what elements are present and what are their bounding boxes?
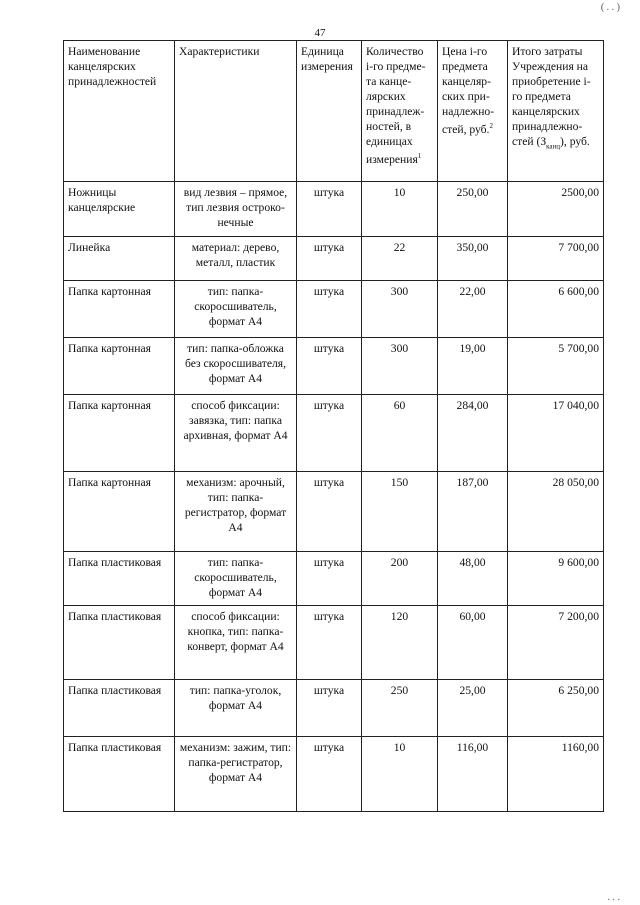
cell-characteristics: материал: дерево, металл, пластик (175, 237, 297, 281)
cell-total: 9 600,00 (508, 552, 604, 606)
cell-quantity: 10 (362, 737, 438, 812)
cell-quantity: 300 (362, 281, 438, 338)
header-price (438, 41, 508, 182)
table-row (64, 338, 604, 395)
cell-unit: штука (297, 737, 362, 812)
cell-unit: штука (297, 338, 362, 395)
cell-price: 187,00 (438, 472, 508, 552)
table-row (64, 472, 604, 552)
corner-mark-top: ( . . ) (600, 2, 620, 13)
cell-unit: штука (297, 281, 362, 338)
cell-characteristics: вид лезвия – прямое, тип лезвия остроко-нечные (175, 182, 297, 237)
table-row (64, 281, 604, 338)
cell-price: 250,00 (438, 182, 508, 237)
cell-characteristics: тип: папка-уголок, формат А4 (175, 680, 297, 737)
header-total-subscript: канц (546, 142, 561, 151)
cell-characteristics: тип: папка-скоросшиватель, формат А4 (175, 281, 297, 338)
cell-unit: штука (297, 680, 362, 737)
cell-total: 17 040,00 (508, 395, 604, 472)
cell-characteristics: способ фиксации: кнопка, тип: папка-конверт, формат А4 (175, 606, 297, 680)
header-total-text: Итого затраты Учреждения на приобретение i-го предмета канцелярских принадлежно-стей (З (512, 45, 591, 148)
cell-total: 6 600,00 (508, 281, 604, 338)
cell-name: Папка пластиковая (64, 606, 175, 680)
cell-characteristics: тип: папка-скоросшиватель, формат А4 (175, 552, 297, 606)
stationery-table (63, 40, 604, 812)
cell-name: Линейка (64, 237, 175, 281)
table-row (64, 395, 604, 472)
cell-price: 116,00 (438, 737, 508, 812)
cell-name: Папка пластиковая (64, 680, 175, 737)
cell-total: 2500,00 (508, 182, 604, 237)
cell-price: 25,00 (438, 680, 508, 737)
table-row (64, 680, 604, 737)
header-quantity (362, 41, 438, 182)
cell-name: Папка пластиковая (64, 552, 175, 606)
table-body (64, 182, 604, 812)
footnote-1-mark: 1 (417, 152, 422, 160)
cell-characteristics: способ фиксации: завязка, тип: папка архивная, формат А4 (175, 395, 297, 472)
cell-unit: штука (297, 472, 362, 552)
footnote-2-mark: 2 (489, 122, 493, 130)
cell-total: 5 700,00 (508, 338, 604, 395)
cell-name: Папка картонная (64, 472, 175, 552)
header-total-tail: ), руб. (560, 135, 590, 148)
cell-price: 350,00 (438, 237, 508, 281)
cell-characteristics: механизм: арочный, тип: папка-регистратор, формат А4 (175, 472, 297, 552)
cell-quantity: 300 (362, 338, 438, 395)
cell-price: 60,00 (438, 606, 508, 680)
cell-quantity: 22 (362, 237, 438, 281)
cell-name: Ножницы канцелярские (64, 182, 175, 237)
table-row (64, 737, 604, 812)
header-characteristics: Характеристики (175, 41, 297, 182)
cell-quantity: 60 (362, 395, 438, 472)
cell-characteristics: тип: папка-обложка без скоросшивателя, формат А4 (175, 338, 297, 395)
corner-mark-bottom: . . . (607, 892, 620, 903)
cell-price: 22,00 (438, 281, 508, 338)
cell-unit: штука (297, 237, 362, 281)
cell-total: 1160,00 (508, 737, 604, 812)
table-header-row (64, 41, 604, 182)
header-price-text: Цена i-го предмета канцеляр-ских при-надлежно-стей, руб. (442, 45, 495, 136)
page-number: 47 (314, 27, 326, 39)
header-total (508, 41, 604, 182)
cell-total: 7 200,00 (508, 606, 604, 680)
cell-quantity: 120 (362, 606, 438, 680)
cell-unit: штука (297, 606, 362, 680)
header-unit: Единица измерения (297, 41, 362, 182)
table-row (64, 552, 604, 606)
cell-price: 19,00 (438, 338, 508, 395)
cell-unit: штука (297, 552, 362, 606)
table-row (64, 237, 604, 281)
cell-quantity: 200 (362, 552, 438, 606)
cell-name: Папка картонная (64, 395, 175, 472)
table-row (64, 606, 604, 680)
cell-name: Папка картонная (64, 281, 175, 338)
cell-total: 7 700,00 (508, 237, 604, 281)
cell-unit: штука (297, 182, 362, 237)
cell-total: 6 250,00 (508, 680, 604, 737)
header-quantity-text: Количество i-го предме-та канце-лярских принадлеж-ностей, в единицах измерения (366, 45, 426, 166)
header-name: Наименование канцелярских принадлежностей (64, 41, 175, 182)
cell-total: 28 050,00 (508, 472, 604, 552)
cell-name: Папка картонная (64, 338, 175, 395)
cell-unit: штука (297, 395, 362, 472)
cell-quantity: 250 (362, 680, 438, 737)
cell-quantity: 10 (362, 182, 438, 237)
cell-price: 284,00 (438, 395, 508, 472)
cell-name: Папка пластиковая (64, 737, 175, 812)
table-row (64, 182, 604, 237)
cell-characteristics: механизм: зажим, тип: папка-регистратор, формат А4 (175, 737, 297, 812)
cell-price: 48,00 (438, 552, 508, 606)
cell-quantity: 150 (362, 472, 438, 552)
